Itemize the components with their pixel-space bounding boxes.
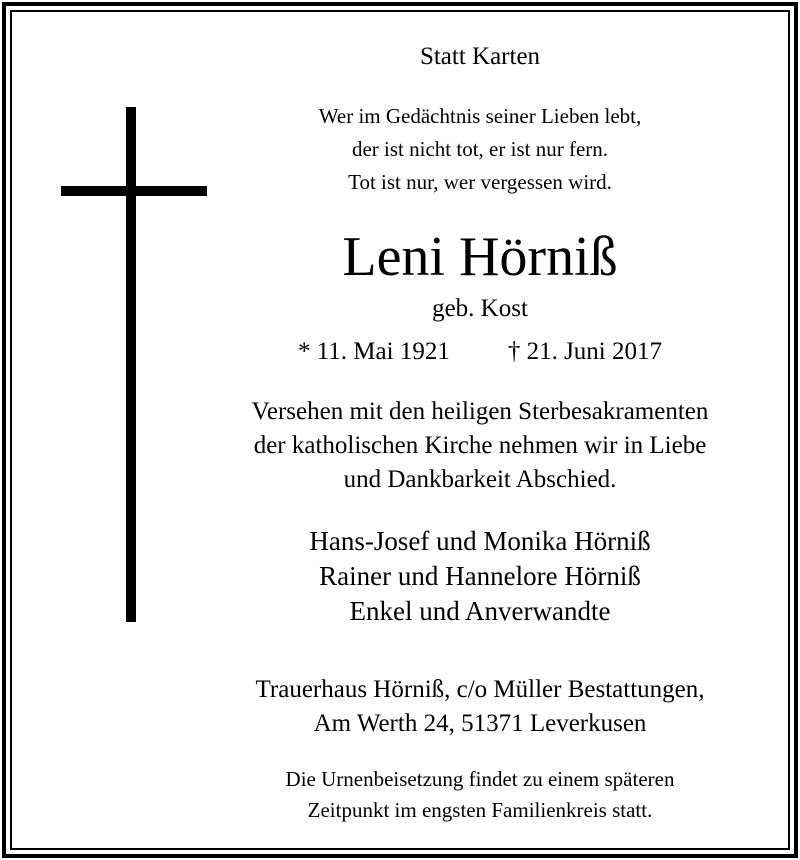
sacrament-text [160, 395, 800, 497]
mourner-line-1: Hans-Josef und Monika Hörniß [309, 526, 651, 556]
maiden-name-text: geb. Kost [432, 295, 528, 322]
motto-line-2: der ist nicht tot, er ist nur fern. [351, 137, 609, 161]
deceased-name [160, 224, 800, 290]
burial-note [160, 764, 800, 826]
death-date: † 21. Juni 2017 [507, 338, 663, 365]
mourning-house-address [160, 673, 800, 741]
address-line-2: Am Werth 24, 51371 Leverkusen [313, 710, 647, 737]
burial-line-2: Zeitpunkt im engsten Familienkreis statt. [307, 798, 653, 822]
life-dates [160, 334, 800, 370]
motto-line-1: Wer im Gedächtnis seiner Lieben lebt, [318, 104, 642, 128]
mourner-line-3: Enkel und Anverwandte [349, 596, 611, 626]
mourner-line-2: Rainer und Hannelore Hörniß [319, 561, 641, 591]
mourners-list [160, 524, 800, 629]
sacrament-line-1: Versehen mit den heiligen Sterbesakramenten [251, 398, 709, 425]
sacrament-line-2: der katholischen Kirche nehmen wir in Liebe [253, 432, 707, 459]
heading-text: Statt Karten [419, 43, 541, 70]
address-line-1: Trauerhaus Hörniß, c/o Müller Bestattungen, [255, 676, 705, 703]
deceased-name-text: Leni Hörniß [342, 226, 618, 288]
cross-vertical-bar [126, 107, 136, 622]
motto-line-3: Tot ist nur, wer vergessen wird. [348, 170, 612, 194]
birth-date: * 11. Mai 1921 [297, 338, 450, 365]
burial-line-1: Die Urnenbeisetzung findet zu einem späteren [285, 767, 675, 791]
sacrament-line-3: und Dankbarkeit Abschied. [343, 466, 617, 493]
heading-statt-karten [160, 40, 800, 74]
memorial-motto [160, 100, 800, 199]
maiden-name [160, 292, 800, 326]
